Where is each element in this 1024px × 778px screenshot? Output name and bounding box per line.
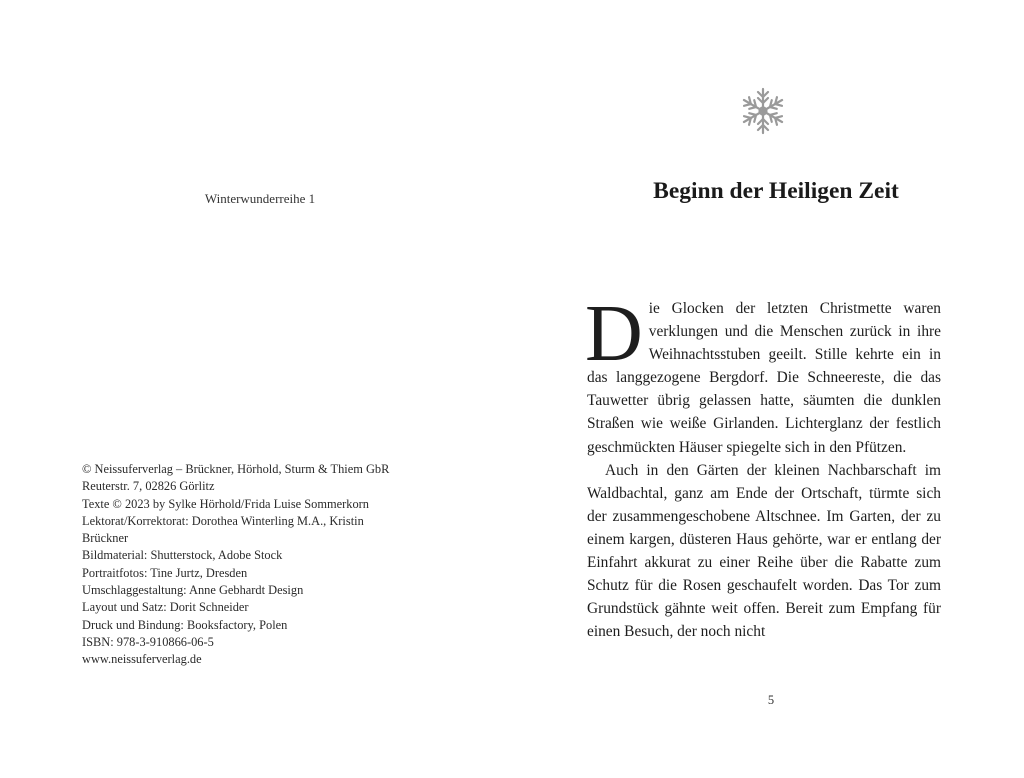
- imprint-line: Umschlaggestaltung: Anne Gebhardt Design: [82, 583, 304, 598]
- imprint-line: Druck und Bindung: Booksfactory, Polen: [82, 617, 288, 632]
- page-number: 5: [767, 693, 775, 707]
- imprint-line: Portraitfotos: Tine Jurtz, Dresden: [82, 565, 248, 580]
- drop-cap: D: [585, 290, 643, 378]
- imprint-line: www.neissuferverlag.de: [82, 652, 202, 667]
- paragraph-text: ie Glocken der letzten Christmette waren verklungen und die Menschen zurück in ihre Weihnachtsstuben geeilt. Stille kehrte ein in das langgezogene Bergdorf. Die Schneereste, die das Tauwetter übrig gelassen hatte, säumten die dunklen Straßen wie weiße Girlanden. Lichterglanz der festlich geschmückten Häuser spiegelte sich in den Pfützen.: [587, 300, 941, 456]
- imprint-line: Bildmaterial: Shutterstock, Adobe Stock: [82, 548, 283, 563]
- imprint-line: © Neissuferverlag – Brückner, Hörhold, Sturm & Thiem GbR: [82, 462, 390, 476]
- paragraph: Auch in den Gärten der kleinen Nachbarschaft im Waldbachtal, ganz am Ende der Ortschaft, türmte sich der zusammengeschobene Altschnee. Im Garten, der zu einem kargen, düsteren Haus gehörte, war er entlang der Einfahrt akkurat zu einer Reihe über die Rabatte zum Schutz für die Rosen geschaufelt worden. Das Tor zum Grundstück gähnte weit offen. Bereit zum Empfang für einen Besuch, der noch nicht: [587, 461, 941, 641]
- right-page: [512, 0, 1024, 778]
- imprint-line: Lektorat/Korrektorat: Dorothea Winterling M.A., Kristin: [82, 513, 364, 528]
- imprint: [82, 461, 442, 669]
- imprint-line: Layout und Satz: Dorit Schneider: [82, 600, 249, 615]
- imprint-line: Reuterstr. 7, 02826 Görlitz: [82, 479, 215, 494]
- chapter-body: [585, 290, 941, 643]
- paragraph: [585, 290, 941, 459]
- imprint-line: ISBN: 978-3-910866-06-5: [82, 634, 214, 649]
- imprint-line: Brückner: [82, 531, 129, 546]
- chapter-title: Beginn der Heiligen Zeit: [653, 178, 899, 204]
- series-title: Winterwunderreihe 1: [204, 191, 316, 206]
- imprint-line: Texte © 2023 by Sylke Hörhold/Frida Luise Sommerkorn: [82, 496, 369, 511]
- snowflake-icon: [738, 86, 788, 136]
